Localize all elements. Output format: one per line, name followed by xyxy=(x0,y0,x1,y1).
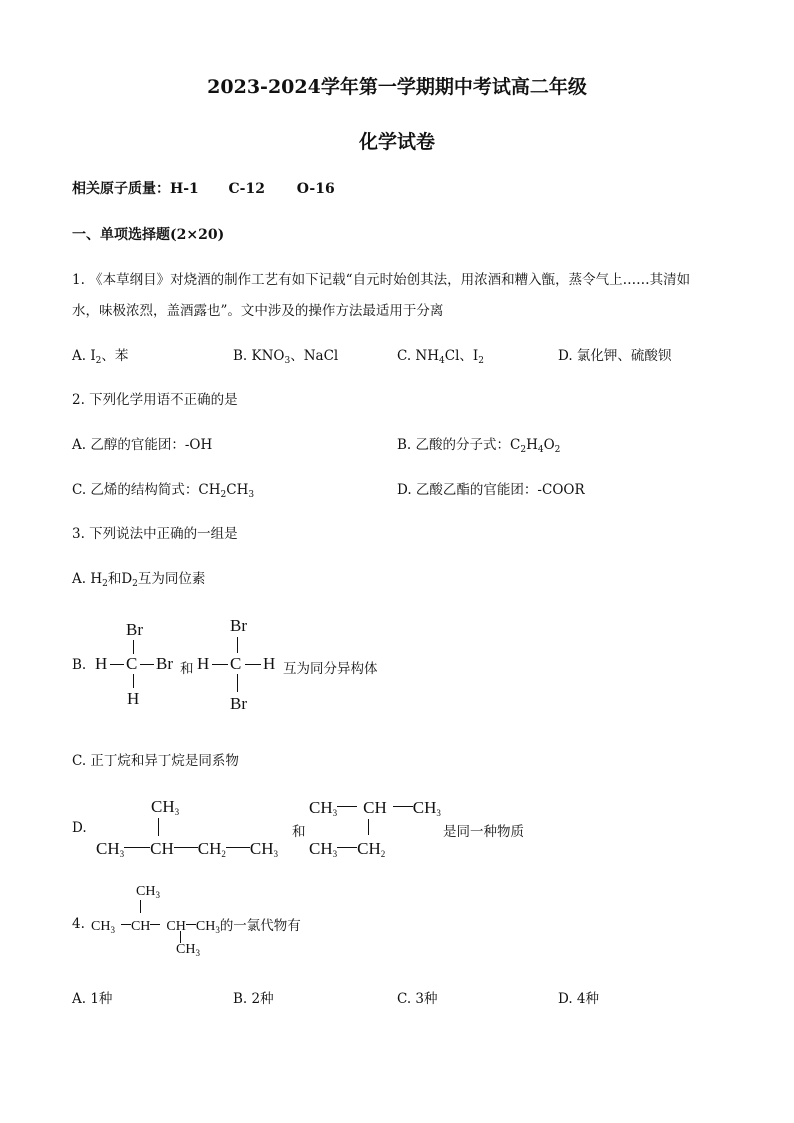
q2-option-d: D. 乙酸乙酯的官能团：-COOR xyxy=(397,482,585,498)
q1-option-b: B. $KNO_3$、NaCl xyxy=(233,348,339,366)
struct-d1-branch: $CH_3$ xyxy=(151,797,180,817)
struct-d1-bond-vertical xyxy=(158,818,159,836)
struct-b2-top: Br xyxy=(230,616,247,635)
struct-b2-center: C xyxy=(230,654,242,673)
struct-b2-left: H xyxy=(197,654,210,673)
struct-b2-bottom: Br xyxy=(230,694,247,713)
struct-b1-bond-right xyxy=(140,664,154,665)
q4-option-d: D. 4种 xyxy=(558,991,600,1007)
struct-b1-bond-top xyxy=(133,640,134,654)
struct-b2-bond-bottom xyxy=(237,674,238,692)
struct-d2-top-chain: $CH_3$ CH $CH_3$ xyxy=(309,798,441,818)
q1-option-a: A. $I_2$、苯 xyxy=(72,348,129,366)
q3-d-and: 和 xyxy=(292,824,306,840)
q4-bond-top xyxy=(140,900,141,913)
q1-option-c: C. $NH_4Cl$、$I_2$ xyxy=(397,348,484,366)
atomic-mass-h: 相关原子质量：H-1 xyxy=(72,181,199,197)
exam-title: 2023-2024学年第一学期期中考试高二年级 xyxy=(207,76,587,98)
struct-b2-right: H xyxy=(263,654,276,673)
section-heading: 一、单项选择题(2×20) xyxy=(72,227,225,243)
q1-stem-line2: 水，味极浓烈，盖酒露也”。文中涉及的操作方法最适用于分离 xyxy=(72,303,444,319)
struct-b1-bottom: H xyxy=(127,689,140,708)
q3-option-b-label: B. xyxy=(72,657,87,673)
q4-struct-bottom: $CH_3$ xyxy=(176,942,200,958)
q4-struct-chain: $CH_3$ CH CH $CH_3$的一氯代物有 xyxy=(91,918,301,935)
struct-b1-left: H xyxy=(95,654,108,673)
struct-b2-bond-top xyxy=(237,637,238,653)
q4-number: 4. xyxy=(72,916,85,932)
q3-option-a: A. $H_2$和$D_2$互为同位素 xyxy=(72,571,206,589)
q2-option-b: B. 乙酸的分子式：$C_2H_4O_2$ xyxy=(397,437,561,455)
q4-struct-top: $CH_3$ xyxy=(136,884,160,900)
q3-option-d-label: D. xyxy=(72,820,87,836)
struct-b2-bond-left xyxy=(212,664,228,665)
struct-d2-bottom-chain: $CH_3$ $CH_2$ xyxy=(309,839,386,859)
q3-b-suffix: 互为同分异构体 xyxy=(283,661,378,677)
struct-d1-chain: $CH_3$ CH $CH_2$ $CH_3$ xyxy=(96,839,278,859)
q2-option-c: C. 乙烯的结构简式：$CH_2CH_3$ xyxy=(72,482,255,500)
q4-suffix: 的一氯代物有 xyxy=(219,918,301,934)
q3-d-suffix: 是同一种物质 xyxy=(443,824,524,840)
struct-b1-top: Br xyxy=(126,620,143,639)
exam-subtitle: 化学试卷 xyxy=(358,131,435,153)
atomic-mass-o: O-16 xyxy=(296,181,335,197)
q3-option-c: C. 正丁烷和异丁烷是同系物 xyxy=(72,753,239,769)
q2-option-a: A. 乙醇的官能团：-OH xyxy=(72,437,213,453)
struct-b1-bond-left xyxy=(110,664,124,665)
struct-b1-center: C xyxy=(126,654,138,673)
struct-b1-right: Br xyxy=(156,654,173,673)
q1-stem-line1: 1. 《本草纲目》对烧酒的制作工艺有如下记载“自元时始创其法，用浓酒和糟入甑，蒸令气上……其清如 xyxy=(72,272,691,288)
struct-b2-bond-right xyxy=(245,664,261,665)
struct-d2-bond-vertical xyxy=(368,819,369,835)
q1-option-d: D. 氯化钾、硫酸钡 xyxy=(558,348,672,364)
q3-b-and: 和 xyxy=(180,661,194,677)
struct-b1-bond-bottom xyxy=(133,674,134,688)
q2-stem: 2. 下列化学用语不正确的是 xyxy=(72,392,238,408)
atomic-mass-line xyxy=(72,178,335,198)
q3-stem: 3. 下列说法中正确的一组是 xyxy=(72,526,238,542)
q4-option-c: C. 3种 xyxy=(397,991,438,1007)
q4-option-a: A. 1种 xyxy=(72,991,113,1007)
atomic-mass-c: C-12 xyxy=(228,181,265,197)
q4-option-b: B. 2种 xyxy=(233,991,274,1007)
